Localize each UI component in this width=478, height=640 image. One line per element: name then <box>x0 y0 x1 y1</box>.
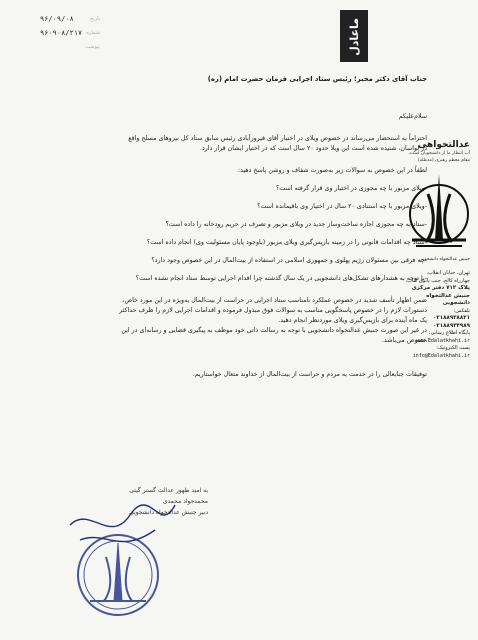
body-line: ضمن اظهار تأسف شدید در خصوص عملکرد نامناسب ستاد اجرایی در حراست از بیت‌المال به‌ویژه در این مورد خاص، <box>122 297 427 304</box>
greeting: سلام‌علیکم <box>398 113 427 120</box>
body-line: در غیر این صورت جنبش عدالتخواه دانشجویی با توجه به رسالت ذاتی خود موظف به پیگیری قضایی و رسانه‌ای در این <box>121 327 427 334</box>
contact-info <box>398 270 470 360</box>
email-link[interactable]: info@Edalatkhahi.ir <box>412 352 470 359</box>
question-item: -ویلای مزبور با چه مجوزی در اختیار وی قرار گرفته است؟ <box>275 185 427 192</box>
address-line: جنبش عدالتخواه دانشجویی <box>426 292 470 306</box>
tagline-line: مقام معظم رهبری (مدظله) <box>417 158 470 163</box>
signature-line: به امید ظهور عدالت گستر گیتی <box>129 487 208 494</box>
question-item: -ستاد به چه مجوزی اجازه ساخت‌وساز جدید در ویلای مزبور و تصرف در حریم رودخانه را داده است؟ <box>165 221 427 228</box>
addressee: جناب آقای دکتر مخبر؛ رئیس ستاد اجرایی فرمان حضرت امام (ره) <box>207 75 427 83</box>
number-label: شماره <box>86 30 100 36</box>
phone-number: ۰۲۱۸۸۹۳۸۸۲۱ <box>433 315 470 321</box>
body-line: دستورات لازم را در خصوص پاسخگویی مناسب به سوالات فوق مبذول فرموده و اقدامات اجرایی لازم را ظرف حداکثر <box>119 307 427 314</box>
body-paragraph <box>35 296 427 346</box>
phone-number: ۰۲۱۸۸۹۳۴۹۸۹ <box>433 322 470 329</box>
intro-line: در لواسان، شنیده شده است این ویلا حدود ۲۰ سال است که در اختیار ایشان قرار دارد. <box>199 145 427 152</box>
number-value: ۹۶۰۹۰۸/۲۱۷ <box>40 29 83 37</box>
letterhead-sidebar <box>398 140 470 360</box>
request-line: لطفاً در این خصوص به سوالات زیر به‌صورت شفاف و روشن پاسخ دهید: <box>237 167 427 174</box>
letter-body <box>35 66 427 380</box>
intro-paragraph <box>35 134 427 154</box>
address-line: پلاک ۷۱۳ دفتر مرکزی <box>411 285 470 291</box>
website-link[interactable]: www.Edalatkhahi.ir <box>415 337 470 344</box>
address-line: چهارراه کالج، جنب پاتوق کتاب، <box>405 277 470 284</box>
org-name: عدالتخواهی <box>417 140 470 150</box>
date-row <box>40 12 100 26</box>
email-label: پست الکترونیک: <box>436 345 470 351</box>
questions-list <box>35 184 427 284</box>
closing-line: توفیقات جنابعالی را در خدمت به مردم و حراست از بیت‌المال از خداوند متعال خواستاریم. <box>192 371 427 378</box>
movement-emblem-icon <box>408 170 470 250</box>
question-item: -ستاد چه اقدامات قانونی را در زمینه بازپس‌گیری ویلای مزبور (باوجود پایان مسئولیت وی) انجام داده است؟ <box>146 239 427 246</box>
tagline-line: آب انتظار ما از دانشجویان است، <box>408 151 470 156</box>
body-line: خصوص می‌باشد. <box>381 337 427 344</box>
address-line: تهران، خیابان انقلاب، <box>426 270 470 276</box>
website-label: پایگاه اطلاع رسانی: <box>428 330 470 336</box>
signature-text <box>58 485 208 518</box>
intro-line: احتراماً به استحضار می‌رساند در خصوص ویلای در اختیار آقای فیروزآبادی رئیس سابق ستاد کل نیروهای مسلح واقع <box>128 135 427 142</box>
question-item: -ویلای مزبور با چه استنادی ۲۰ سال در اختیار وی باقیمانده است؟ <box>257 203 427 210</box>
date-label: تاریخ <box>90 16 100 22</box>
attachment-row <box>40 40 100 54</box>
question-item: -چه فرقی بین مسئولان رژیم پهلوی و جمهوری اسلامی در استفاده از بیت‌المال در این خصوص وجود دارد؟ <box>151 257 427 264</box>
date-value: ۹۶/۰۹/۰۸ <box>40 15 74 23</box>
signature-line: دبیر جنبش عدالتخواه دانشجویی <box>129 509 208 516</box>
question-item: -با توجه به هشدارهای تشکل‌های دانشجویی در یک سال گذشته چرا اقدام اجرایی توسط ستاد انجام نشده است؟ <box>135 275 427 282</box>
signature-block <box>60 485 220 625</box>
number-row <box>40 26 100 40</box>
letter-metadata <box>40 12 100 54</box>
phone-label: تلفکس: <box>453 307 470 314</box>
body-line: یک ماه آینده برای بازپس‌گیری ویلای موردنظر انجام دهید. <box>278 317 427 324</box>
logo-text: ماعادل <box>347 18 361 56</box>
emblem-name: جنبش عدالتخواه دانشجویی <box>419 257 470 262</box>
signature-line: محمدجواد محمدی <box>162 498 208 505</box>
header-logo <box>340 10 368 62</box>
attachment-label: پیوست <box>85 44 100 50</box>
